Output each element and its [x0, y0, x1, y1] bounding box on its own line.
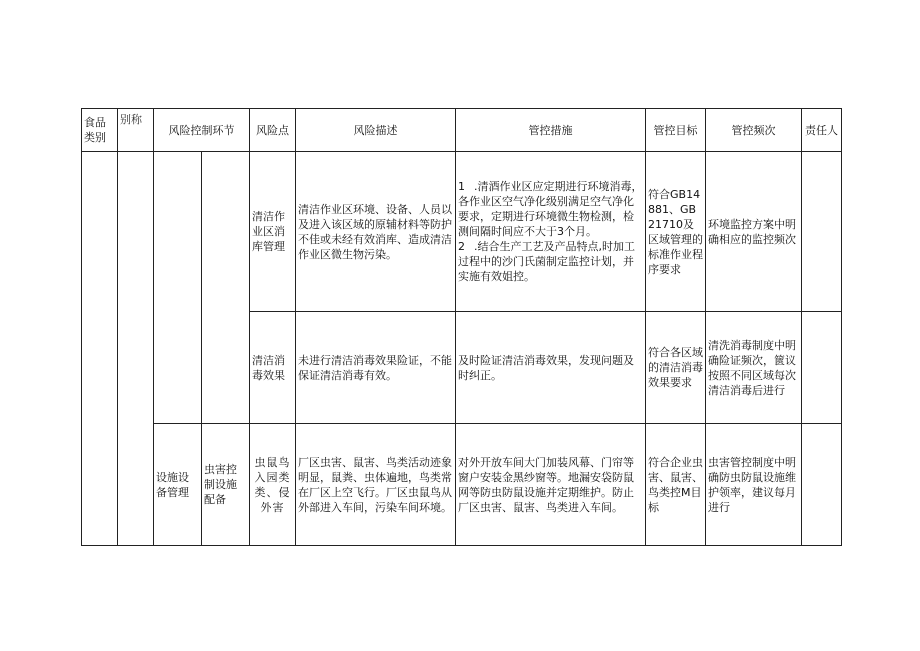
responsible-person-cell: [802, 312, 842, 424]
control-link-sub-cell: [202, 152, 250, 424]
risk-control-table: [81, 108, 842, 546]
risk-point-cell: 清洁消毒效果: [250, 312, 296, 424]
control-frequency-cell: 虫害管控制度中明确防虫防鼠设施维护领率，建议每月进行: [706, 424, 802, 546]
table-row: [82, 152, 842, 312]
control-measures-cell: 对外开放车间大门加装风幕、门帘等窗户安装金黑纱窗等。地漏安袋防鼠网等防虫防鼠设施并定期维护。防止厂区虫害、鼠害、鸟类进入车间。: [456, 424, 646, 546]
measure-text: .清酒作业区应定期进行环境消毒，各作业区空气净化级别满足空气净化要求，定期进行环境微生物检测，检测间隔时间应不大于3个月。: [458, 180, 643, 238]
header-risk-description: 风险描述: [296, 109, 456, 152]
control-target-cell: 符合GB14881、GB21710及区域管理的标准作业程序要求: [646, 152, 706, 312]
control-measures-cell: [456, 152, 646, 312]
measure-text: .结合生产工艺及产品特点,时加工过程中的沙门氏菌制定监控计划，并实施有效姐控。: [458, 240, 635, 283]
control-link-sub-cell: 虫害控制设施配备: [202, 424, 250, 546]
header-responsible-person: 责任人: [802, 109, 842, 152]
risk-description-cell: 清洁作业区环境、设备、人员以及进入该区域的原辅材料等防护不佳或未经有效消库、造成清洁作业区微生物污染。: [296, 152, 456, 312]
header-control-target: 管控目标: [646, 109, 706, 152]
risk-point-cell: 虫鼠鸟入园类类、侵外害: [250, 424, 296, 546]
measure-item: [458, 179, 643, 239]
risk-description-cell: 未进行清洁消毒效果险证，不能保证清洁消毒有效。: [296, 312, 456, 424]
control-link-main-cell: [154, 152, 202, 424]
control-target-cell: 符合各区域的清洁消毒效果要求: [646, 312, 706, 424]
control-target-cell: 符合企业虫害、鼠害、鸟类控M目标: [646, 424, 706, 546]
header-control-frequency: 管控频次: [706, 109, 802, 152]
measure-number: 2: [458, 240, 465, 253]
header-risk-point: 风险点: [250, 109, 296, 152]
header-control-measures: 管控措施: [456, 109, 646, 152]
control-measures-cell: 及时险证清洁消毒效果，发现问题及时纠正。: [456, 312, 646, 424]
measure-item: [458, 239, 643, 284]
alias-cell: [118, 152, 154, 546]
responsible-person-cell: [802, 424, 842, 546]
header-alias: 别称: [118, 109, 154, 152]
control-link-main-cell: 设施设备管理: [154, 424, 202, 546]
header-row: [82, 109, 842, 152]
header-risk-control-link: 风险控制环节: [154, 109, 250, 152]
risk-description-cell: 厂区虫害、鼠害、鸟类活动迹象明显，鼠粪、虫体遍地，鸟类常在厂区上空飞行。厂区虫鼠鸟从外部进入车间，污染车间环境。: [296, 424, 456, 546]
risk-point-cell: 清洁作业区消库管理: [250, 152, 296, 312]
control-frequency-cell: 清洗消毒制度中明确险证频次，篋议按照不同区域每次清洁消毒后进行: [706, 312, 802, 424]
responsible-person-cell: [802, 152, 842, 312]
food-category-cell: [82, 152, 118, 546]
header-food-category: 食品类别: [82, 109, 118, 152]
control-frequency-cell: 环境监控方案中明确相应的监控频次: [706, 152, 802, 312]
table-row: [82, 424, 842, 546]
measure-number: 1: [458, 180, 465, 193]
